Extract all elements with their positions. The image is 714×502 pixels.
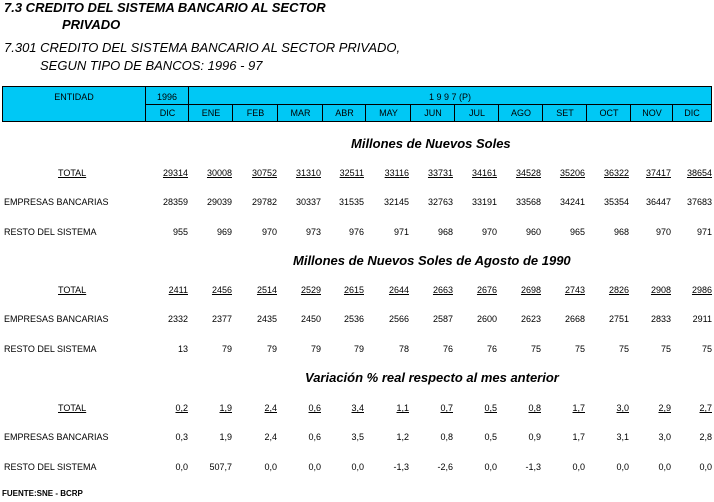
table-cell: 969: [216, 227, 232, 237]
table-cell: 2751: [608, 314, 629, 324]
header-divider: [145, 104, 711, 105]
table-cell: 0,6: [308, 432, 321, 442]
header-year-1996: 1996: [156, 92, 178, 102]
table-cell: 75: [701, 344, 712, 354]
table-cell: 2826: [608, 285, 629, 295]
table-cell: 2,4: [264, 432, 277, 442]
table-cell: 2536: [343, 314, 364, 324]
table-cell: 31310: [295, 168, 321, 178]
table-cell: 2450: [300, 314, 321, 324]
table-cell: 0,7: [440, 403, 453, 413]
table-cell: 2644: [388, 285, 409, 295]
table-cell: 0,3: [175, 432, 188, 442]
table-cell: 2600: [476, 314, 497, 324]
table-cell: 971: [696, 227, 712, 237]
table-cell: 29314: [162, 168, 188, 178]
table-cell: 75: [660, 344, 671, 354]
table-cell: 2668: [564, 314, 585, 324]
table-cell: 0,0: [484, 462, 497, 472]
row-label: EMPRESAS BANCARIAS: [4, 314, 109, 324]
table-cell: 968: [437, 227, 453, 237]
table-cell: -1,3: [525, 462, 541, 472]
header-month: MAR: [290, 108, 311, 118]
row-label: TOTAL: [58, 403, 87, 413]
table-cell: 2986: [691, 285, 712, 295]
table-cell: 0,8: [440, 432, 453, 442]
table-cell: 35206: [559, 168, 585, 178]
table-cell: 965: [569, 227, 585, 237]
table-cell: 13: [177, 344, 188, 354]
table-cell: 2833: [650, 314, 671, 324]
source-note: FUENTE:SNE - BCRP: [2, 489, 83, 498]
table-cell: 30337: [295, 197, 321, 207]
table-cell: 2377: [211, 314, 232, 324]
header-month: MAY: [379, 108, 398, 118]
table-cell: 2514: [256, 285, 277, 295]
table-cell: 79: [310, 344, 321, 354]
header-month: DIC: [684, 108, 700, 118]
table-cell: 0,0: [658, 462, 671, 472]
table-cell: 1,9: [219, 432, 232, 442]
row-label: RESTO DEL SISTEMA: [4, 227, 97, 237]
table-cell: 35354: [603, 197, 629, 207]
table-cell: 976: [348, 227, 364, 237]
table-cell: 0,0: [264, 462, 277, 472]
table-cell: 33191: [471, 197, 497, 207]
table-cell: 2,7: [699, 403, 712, 413]
table-cell: 0,8: [528, 403, 541, 413]
table-cell: 29782: [251, 197, 277, 207]
row-label: RESTO DEL SISTEMA: [4, 344, 97, 354]
table-cell: 2566: [388, 314, 409, 324]
table-cell: 33116: [384, 168, 409, 178]
table-cell: 2615: [343, 285, 364, 295]
header-month: JUL: [468, 108, 485, 118]
table-cell: 2435: [256, 314, 277, 324]
table-cell: 0,5: [484, 403, 497, 413]
table-cell: 970: [261, 227, 277, 237]
table-cell: 2332: [167, 314, 188, 324]
table-cell: 34161: [471, 168, 497, 178]
table-cell: 2676: [476, 285, 497, 295]
table-cell: 1,2: [396, 432, 409, 442]
table-cell: 33568: [515, 197, 541, 207]
table-cell: 75: [574, 344, 585, 354]
header-entidad: ENTIDAD: [54, 92, 94, 102]
header-month: NOV: [642, 108, 662, 118]
table-cell: 34528: [515, 168, 541, 178]
table-cell: 36447: [645, 197, 671, 207]
table-cell: 955: [172, 227, 188, 237]
table-cell: 30752: [251, 168, 277, 178]
row-label: TOTAL: [58, 285, 87, 295]
section-title: Millones de Nuevos Soles de Agosto de 1990: [293, 253, 571, 268]
table-cell: 968: [613, 227, 629, 237]
table-cell: 2698: [520, 285, 541, 295]
table-cell: 1,1: [396, 403, 409, 413]
table-cell: 970: [655, 227, 671, 237]
table-cell: 973: [305, 227, 321, 237]
table-cell: 2663: [432, 285, 453, 295]
header-month: AGO: [510, 108, 531, 118]
table-cell: 78: [398, 344, 409, 354]
table-cell: 2911: [692, 314, 712, 324]
table-cell: 1,7: [572, 432, 585, 442]
table-cell: 79: [266, 344, 277, 354]
table-cell: 36322: [603, 168, 629, 178]
table-cell: 32511: [339, 168, 364, 178]
section-title: Variación % real respecto al mes anterior: [305, 370, 559, 385]
table-cell: 1,7: [572, 403, 585, 413]
table-cell: 79: [221, 344, 232, 354]
table-cell: 37417: [645, 168, 671, 178]
header-month: OCT: [599, 108, 619, 118]
document-title: 7.3 CREDITO DEL SISTEMA BANCARIO AL SECTOR: [4, 0, 326, 15]
table-cell: 79: [353, 344, 364, 354]
table-cell: -2,6: [437, 462, 453, 472]
table-cell: 3,4: [351, 403, 364, 413]
table-cell: 2623: [520, 314, 541, 324]
table-cell: 507,7: [209, 462, 232, 472]
table-cell: 3,1: [616, 432, 629, 442]
table-cell: 3,5: [351, 432, 364, 442]
table-cell: 3,0: [616, 403, 629, 413]
table-cell: 2587: [432, 314, 453, 324]
table-cell: 0,0: [699, 462, 712, 472]
table-cell: 31535: [338, 197, 364, 207]
header-month: ABR: [335, 108, 354, 118]
header-month: SET: [556, 108, 574, 118]
table-title-continuation: SEGUN TIPO DE BANCOS: 1996 - 97: [40, 58, 263, 73]
table-cell: 0,5: [484, 432, 497, 442]
table-cell: 3,0: [658, 432, 671, 442]
table-cell: 0,0: [308, 462, 321, 472]
row-label: EMPRESAS BANCARIAS: [4, 197, 109, 207]
table-header: [2, 86, 712, 122]
row-label: TOTAL: [58, 168, 87, 178]
table-cell: 0,2: [175, 403, 188, 413]
table-cell: 2529: [300, 285, 321, 295]
row-label: EMPRESAS BANCARIAS: [4, 432, 109, 442]
table-cell: 2908: [650, 285, 671, 295]
table-cell: 76: [442, 344, 453, 354]
table-cell: 38654: [686, 168, 712, 178]
table-cell: 0,0: [616, 462, 629, 472]
table-cell: 32145: [383, 197, 409, 207]
table-cell: 971: [393, 227, 409, 237]
table-cell: 75: [530, 344, 541, 354]
table-cell: 32763: [427, 197, 453, 207]
table-cell: 0,0: [175, 462, 188, 472]
header-month: DIC: [159, 108, 176, 118]
header-year-1997: 1 9 9 7 (P): [428, 92, 472, 102]
table-cell: 33731: [427, 168, 453, 178]
header-month: FEB: [246, 108, 265, 118]
table-cell: 0,6: [308, 403, 321, 413]
table-cell: 2,9: [658, 403, 671, 413]
table-cell: 76: [486, 344, 497, 354]
table-cell: 2411: [168, 285, 188, 295]
table-cell: -1,3: [393, 462, 409, 472]
section-title: Millones de Nuevos Soles: [351, 136, 511, 151]
table-cell: 2,4: [264, 403, 277, 413]
table-cell: 0,0: [351, 462, 364, 472]
table-cell: 29039: [206, 197, 232, 207]
table-cell: 30008: [206, 168, 232, 178]
table-cell: 0,9: [528, 432, 541, 442]
table-cell: 28359: [162, 197, 188, 207]
table-cell: 960: [525, 227, 541, 237]
header-month: JUN: [424, 108, 442, 118]
table-cell: 2,8: [699, 432, 712, 442]
table-cell: 1,9: [219, 403, 232, 413]
table-cell: 0,0: [572, 462, 585, 472]
table-cell: 2743: [564, 285, 585, 295]
table-cell: 34241: [559, 197, 585, 207]
table-cell: 37683: [686, 197, 712, 207]
table-cell: 75: [618, 344, 629, 354]
table-cell: 970: [481, 227, 497, 237]
table-cell: 2456: [211, 285, 232, 295]
document-title-continuation: PRIVADO: [62, 17, 121, 32]
header-month: ENE: [201, 108, 221, 118]
table-title: 7.301 CREDITO DEL SISTEMA BANCARIO AL SECTOR PRIVADO,: [4, 40, 401, 55]
row-label: RESTO DEL SISTEMA: [4, 462, 97, 472]
